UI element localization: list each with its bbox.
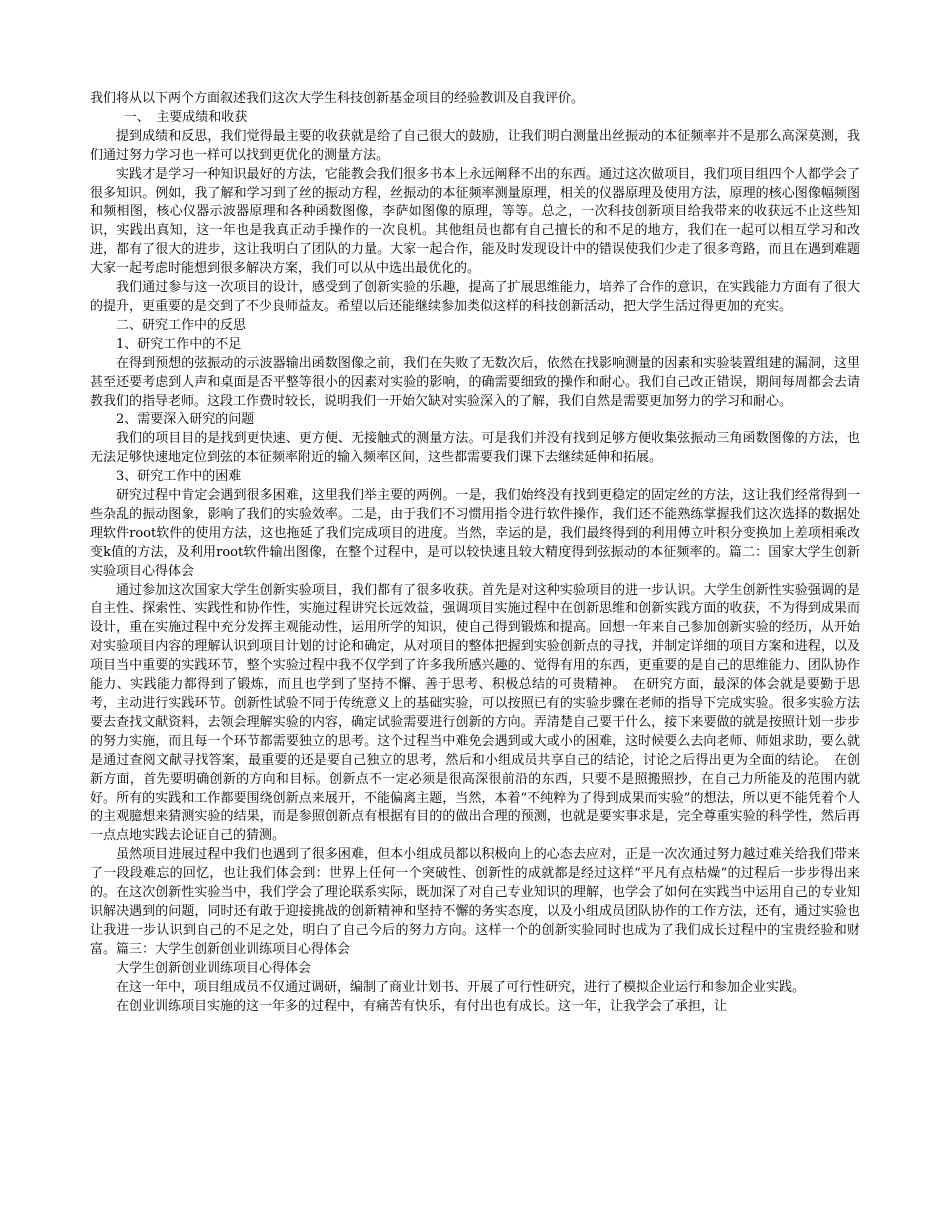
section-heading-part-three: 大学生创新创业训练项目心得体会: [116, 960, 312, 976]
body-paragraph: 实践才是学习一种知识最好的方法，它能教会我们很多书本上永远阐释不出的东西。通过这次做项目，我们项目组四个人都学会了很多知识。例如，我了解和学习到了丝的振动方程，丝振动的本征频率测量原理，相关的仪器原理及使用方法，原理的核心图像幅频图和频相图，核心仪器示波器原理和各种函数图像，李萨如图像的原理，等等。总之，一次科技创新项目给我带来的收获远不止这些知识，实践出真知，这一年也是我真正动手操作的一次良机。其他组员也都有自己擅长的和不足的地方，我们在一起可以相互学习和改进，都有了很大的进步，这让我明白了团队的力量。大家一起合作，能及时发现设计中的错误使我们少走了很多弯路，而且在遇到难题大家一起考虑时能想到很多解决方案，我们可以从中选出最优化的。: [90, 166, 860, 277]
body-paragraph: 在得到预想的弦振动的示波器输出函数图像之前，我们在失败了无数次后，依然在找影响测量的因素和实验装置组建的漏洞，这里甚至还要考虑到人声和桌面是否平整等很小的因素对实验的影响，的确需要细致的操作和耐心。我们自己改正错误，期间每周都会去请教我们的指导老师。这段工作费时较长，说明我们一开始欠缺对实验深入的了解，我们自然是需要更加努力的学习和耐心。: [90, 355, 860, 409]
body-paragraph: 我们通过参与这一次项目的设计，感受到了创新实验的乐趣，提高了扩展思维能力，培养了合作的意识，在实践能力方面有了很大的提升，更重要的是交到了不少良师益友。希望以后还能继续参加类似这样的科技创新活动，把大学生活过得更加的充实。: [90, 280, 860, 314]
body-paragraph: 在这一年中，项目组成员不仅通过调研，编制了商业计划书、开展了可行性研究，进行了模拟企业运行和参加企业实践。: [116, 979, 806, 995]
subsection-heading-shortcomings: 1、研究工作中的不足: [116, 336, 242, 352]
subsection-heading-difficulties: 3、研究工作中的困难: [116, 469, 242, 485]
section-heading-reflection: 二、研究工作中的反思: [116, 317, 247, 333]
body-paragraph: 在创业训练项目实施的这一年多的过程中，有痛苦有快乐，有付出也有成长。这一年，让我学会了承担，让: [116, 998, 728, 1014]
section-heading-main-achievements: 一、 主要成绩和收获: [123, 109, 248, 125]
body-paragraph: 虽然项目进展过程中我们也遇到了很多困难，但本小组成员都以积极向上的心态去应对，正是一次次通过努力越过难关给我们带来了一段段难忘的回忆，也让我们体会到：世界上任何一个突破性、创新性的成就都是经过这样“平凡有点枯燥”的过程后一步步得出来的。在这次创新性实验当中，我们学会了理论联系实际，既加深了对自己专业知识的理解，也学会了如何在实践当中运用自己的专业知识解决遇到的问题，同时还有敢于迎接挑战的创新精神和坚持不懈的务实态度，以及小组成员团队协作的工作方法，还有，通过实验也让我进一步认识到自己的不足之处，明白了自己今后的努力方向。这样一个的创新实验同时也成为了我们成长过程中的宝贵经验和财富。篇三：大学生创新创业训练项目心得体会: [90, 847, 860, 957]
intro-paragraph: 我们将从以下两个方面叙述我们这次大学生科技创新基金项目的经验教训及自我评价。: [90, 91, 585, 106]
body-paragraph: 通过参加这次国家大学生创新实验项目，我们都有了很多收获。首先是对这种实验项目的进一步认识。大学生创新性实验强调的是自主性、探索性、实践性和协作性，实施过程讲究长远效益，强调项目实施过程中在创新思维和创新实践方面的收获，不为得到成果而设计，重在实施过程中充分发挥主观能动性，运用所学的知识，使自己得到锻炼和提高。回想一年来自己参加创新实验的经历，从开始对实验项目内容的理解认识到项目计划的讨论和确定，从对项目的整体把握到实验创新点的寻找，并制定详细的项目方案和进程，以及项目当中重要的实践环节，整个实验过程中我不仅学到了许多我所感兴趣的、觉得有用的东西，更重要的是自己的思维能力、团队协作能力、实践能力都得到了锻炼，而且也学到了坚持不懈、善于思考、积极总结的可贵精神。 在研究方面，最深的体会就是要勤于思考，主动进行实践环节。创新性试验不同于传统意义上的基础实验，可以按照已有的实验步骤在老师的指导下完成实验。很多实验方法要去查找文献资料，去领会理解实验的内容，确定试验需要进行创新的方向。弄清楚自己要干什么，接下来要做的就是按照计划一步步的努力实施，而且每一个环节都需要独立的思考。这个过程当中难免会遇到或大或小的困难，这时候要么去向老师、师姐求助，要么就是通过查阅文献寻找答案，最重要的还是要自己独立的思考，然后和小组成员共享自己的结论，讨论之后得出更为全面的结论。 在创新方面，首先要明确创新的方向和目标。创新点不一定必须是很高深很前沿的东西，只要不是照搬照抄，在自己力所能及的范围内就好。所有的实践和工作都要围绕创新点来展开，不能偏离主题，当然，本着“不纯粹为了得到成果而实验”的想法，所以更不能凭着个人的主观臆想来猜测实验的结果，而是参照创新点有根据有目的的做出合理的预测，也就是要实事求是，完全尊重实验的科学性，然后再一点点地实践去论证自己的猜测。: [90, 582, 860, 844]
body-paragraph: 研究过程中肯定会遇到很多困难，这里我们举主要的两例。一是，我们始终没有找到更稳定的固定丝的方法，这让我们经常得到一些杂乱的振动图象，影响了我们的实验效率。二是，由于我们不习惯用指令进行软件操作，我们还不能熟练掌握我们这次选择的数据处理软件root软件的使用方法，这也拖延了我们完成项目的进度。当然，幸运的是，我们最终得到的利用傅立叶积分变换加上差项相乘改变k值的方法，及利用root软件输出图像，在整个过程中，是可以较快速且较大精度得到弦振动的本征频率的。篇二：国家大学生创新实验项目心得体会: [90, 488, 860, 579]
subsection-heading-open-problems: 2、需要深入研究的问题: [116, 412, 255, 428]
body-paragraph: 我们的项目目的是找到更快速、更方便、无接触式的测量方法。可是我们并没有找到足够方便收集弦振动三角函数图像的方法，也无法足够快速地定位到弦的本征频率附近的输入频率区间，这些都需要我们课下去继续延伸和拓展。: [90, 431, 860, 466]
body-paragraph: 提到成绩和反思，我们觉得最主要的收获就是给了自己很大的鼓励，让我们明白测量出丝振动的本征频率并不是那么高深莫测，我们通过努力学习也一样可以找到更优化的测量方法。: [90, 128, 860, 163]
